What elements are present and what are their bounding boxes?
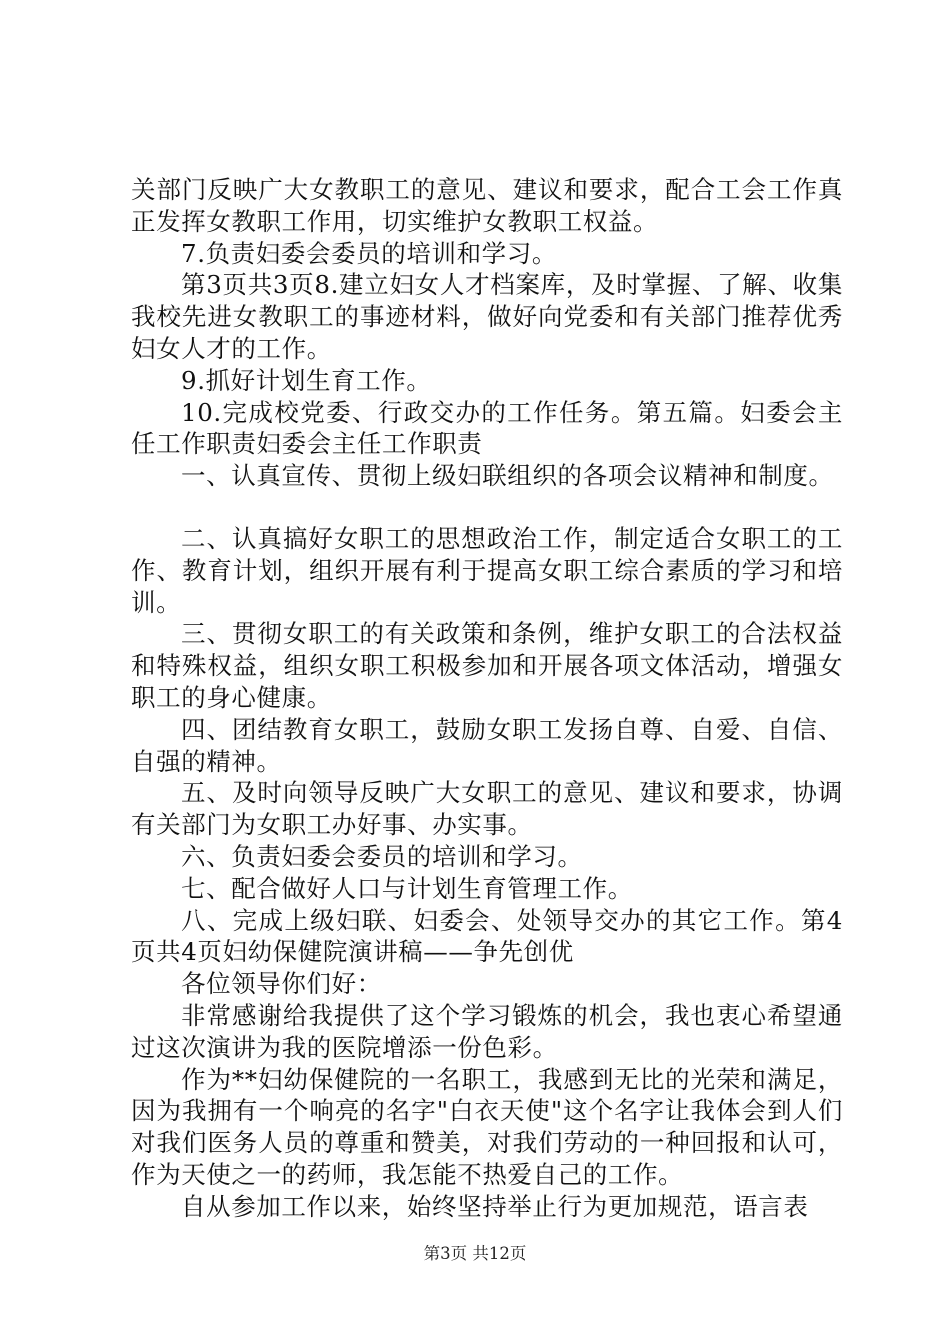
- page-footer: [0, 1244, 950, 1264]
- paragraph: 作为**妇幼保健院的一名职工，我感到无比的光荣和满足，因为我拥有一个响亮的名字"白衣天使"这个名字让我体会到人们对我们医务人员的尊重和赞美，对我们劳动的一种回报和认可，作为天使之一的药师，我怎能不热爱自己的工作。: [131, 1064, 843, 1189]
- paragraph: 9.抓好计划生育工作。: [181, 365, 432, 395]
- paragraph: 第3页共3页8.建立妇女人才档案库，及时掌握、了解、收集我校先进女教职工的事迹材料，做好向党委和有关部门推荐优秀妇女人才的工作。: [131, 270, 843, 363]
- paragraph: 关部门反映广大女教职工的意见、建议和要求，配合工会工作真正发挥女教职工作用，切实维护女教职工权益。: [131, 175, 843, 236]
- paragraph: 非常感谢给我提供了这个学习锻炼的机会，我也衷心希望通过这次演讲为我的医院增添一份色彩。: [131, 1000, 843, 1062]
- document-body: [131, 174, 843, 1223]
- paragraph: 自从参加工作以来，始终坚持举止行为更加规范，语言表: [181, 1191, 809, 1221]
- paragraph: 八、完成上级妇联、妇委会、处领导交办的其它工作。第4页共4页妇幼保健院演讲稿——争先创优: [131, 905, 843, 967]
- paragraph: 四、团结教育女职工，鼓励女职工发扬自尊、自爱、自信、自强的精神。: [131, 714, 843, 776]
- paragraph: 各位领导你们好：: [181, 969, 382, 999]
- paragraph: 二、认真搞好女职工的思想政治工作，制定适合女职工的工作、教育计划，组织开展有利于提高女职工综合素质的学习和培训。: [131, 523, 843, 617]
- paragraph: 五、及时向领导反映广大女职工的意见、建议和要求，协调有关部门为女职工办好事、办实事。: [131, 778, 843, 840]
- paragraph: 七、配合做好人口与计划生育管理工作。: [181, 873, 633, 903]
- paragraph: 三、贯彻女职工的有关政策和条例，维护女职工的合法权益和特殊权益，组织女职工积极参加和开展各项文体活动，增强女职工的身心健康。: [131, 619, 843, 712]
- paragraph: 六、负责妇委会委员的培训和学习。: [181, 841, 583, 871]
- page-number-label: 第3页 共12页: [423, 1244, 527, 1263]
- paragraph: 7.负责妇委会委员的培训和学习。: [181, 238, 557, 268]
- paragraph: 一、认真宣传、贯彻上级妇联组织的各项会议精神和制度。: [181, 461, 834, 491]
- paragraph: 10.完成校党委、行政交办的工作任务。第五篇。妇委会主任工作职责妇委会主任工作职责: [131, 397, 843, 459]
